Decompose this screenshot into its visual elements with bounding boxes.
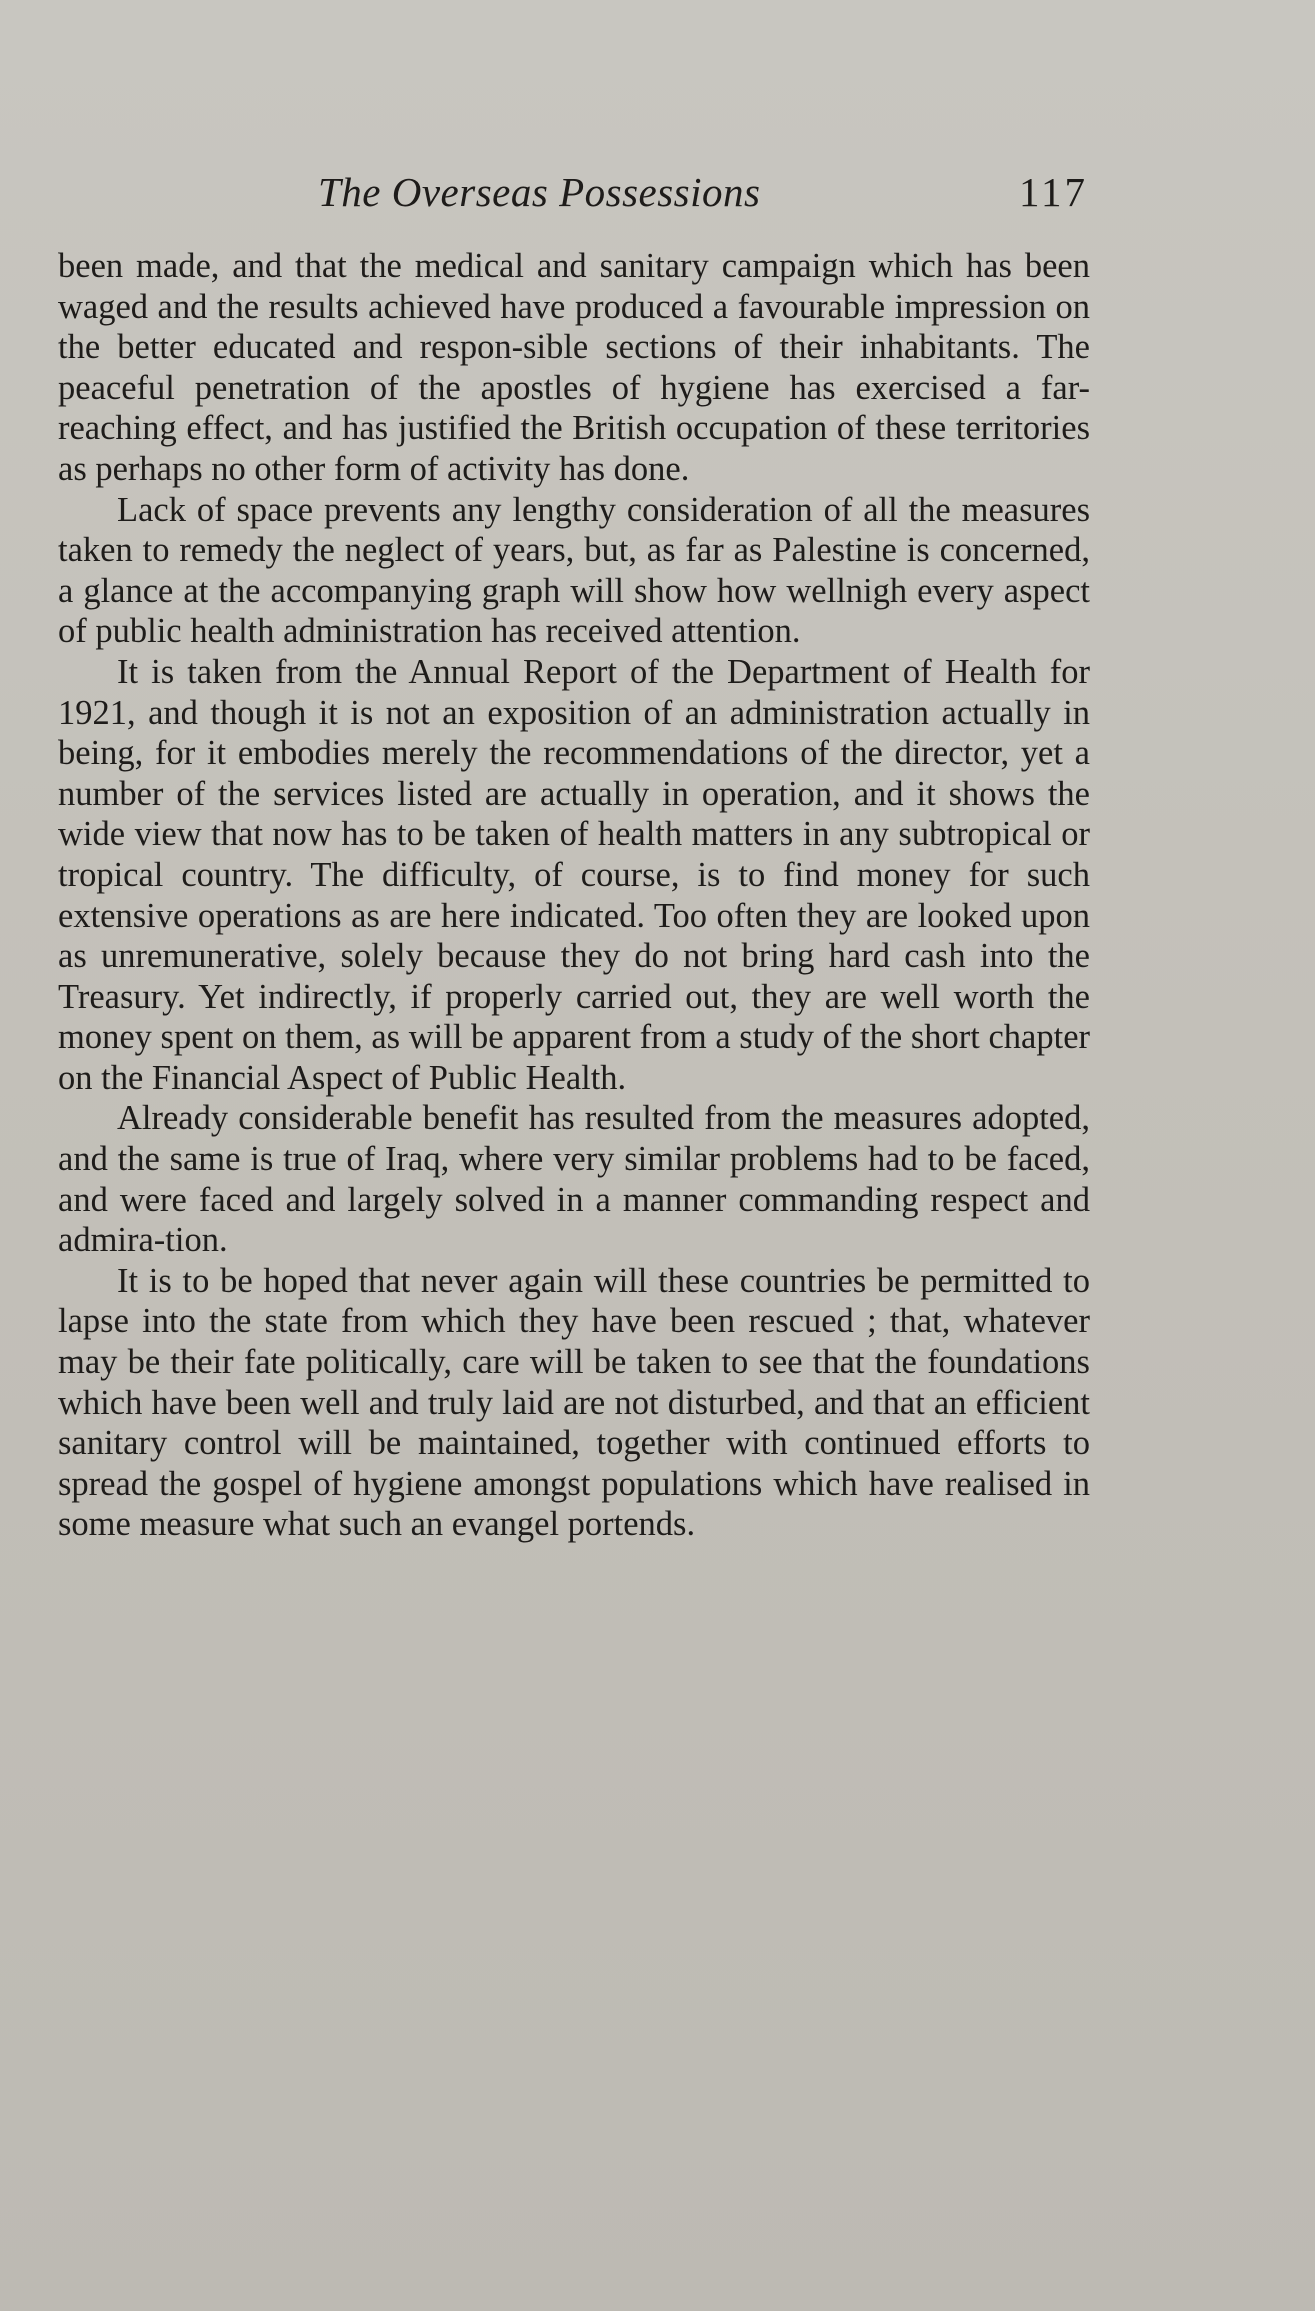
paragraph-5: It is to be hoped that never again will these countries be permitted to lapse into the state from which they have been rescued ; that, whatever may be their fate politically, care will be taken to see that the foundations which have been well and truly laid are not disturbed, and that an efficient sanitary control will be maintained, together with continued efforts to spread the gospel of hygiene amongst populations which have realised in some measure what such an evangel portends.: [58, 1261, 1090, 1544]
page-number: 117: [1019, 169, 1088, 215]
running-head: [58, 168, 1088, 228]
paragraph-2: Lack of space prevents any lengthy consideration of all the measures taken to remedy the neglect of years, but, as far as Palestine is concerned, a glance at the accompanying graph will show how wellnigh every aspect of public health administration has received attention.: [58, 490, 1090, 651]
running-title: The Overseas Possessions: [318, 169, 761, 215]
paragraph-4: Already considerable benefit has resulted from the measures adopted, and the same is true of Iraq, where very similar problems had to be faced, and were faced and largely solved in a manner commanding respect and admira-tion.: [58, 1099, 1090, 1260]
body-text: [58, 246, 1090, 1545]
paragraph-3: It is taken from the Annual Report of the Department of Health for 1921, and though it is not an exposition of an administration actually in being, for it embodies merely the recommendations of the director, yet a number of the services listed are actually in operation, and it shows the wide view that now has to be taken of health matters in any subtropical or tropical country. The difficulty, of course, is to find money for such extensive operations as are here indicated. Too often they are looked upon as unremunerative, solely because they do not bring hard cash into the Treasury. Yet indirectly, if properly carried out, they are well worth the money spent on them, as will be apparent from a study of the short chapter on the Financial Aspect of Public Health.: [58, 652, 1090, 1097]
paragraph-1: been made, and that the medical and sanitary campaign which has been waged and the results achieved have produced a favourable impression on the better educated and respon-sible sections of their inhabitants. The peaceful penetration of the apostles of hygiene has exercised a far-reaching effect, and has justified the British occupation of these territories as perhaps no other form of activity has done.: [58, 247, 1090, 488]
